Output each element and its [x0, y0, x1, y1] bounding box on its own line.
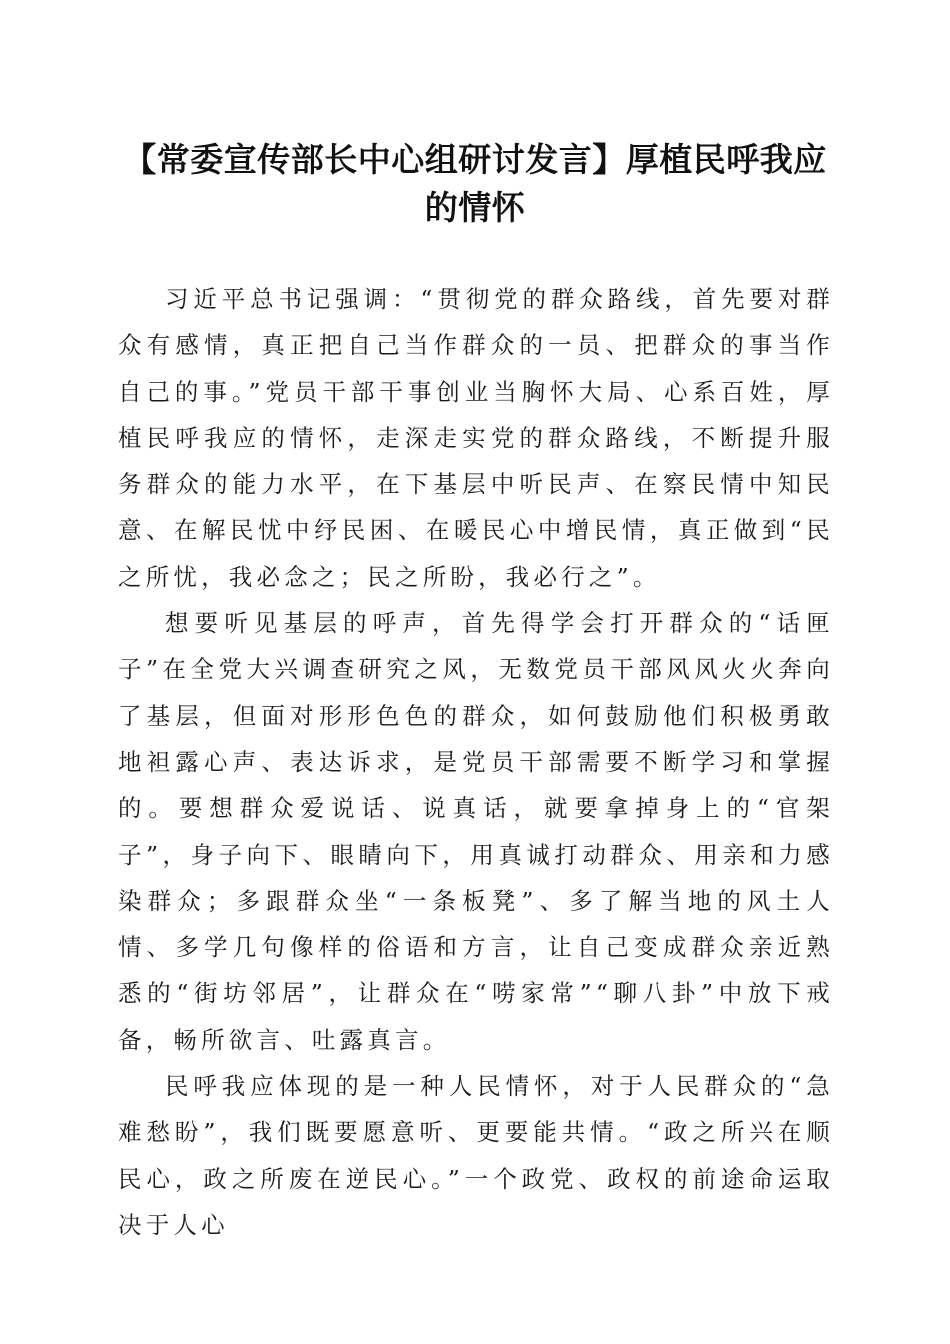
document-title: 【常委宣传部长中心组研讨发言】厚植民呼我应的情怀 — [123, 140, 827, 227]
paragraph-3: 民呼我应体现的是一种人民情怀，对于人民群众的“急难愁盼”，我们既要愿意听、更要能共情。“政之所兴在顺民心，政之所废在逆民心。”一个政党、政权的前途命运取决于人心 — [118, 1072, 834, 1239]
document-body — [118, 276, 834, 1248]
paragraph-1: 习近平总书记强调：“贯彻党的群众路线，首先要对群众有感情，真正把自己当作群众的一员、把群众的事当作自己的事。”党员干部干事创业当胸怀大局、心系百姓，厚植民呼我应的情怀，走深走实党的群众路线，不断提升服务群众的能力水平，在下基层中听民声、在察民情中知民意、在解民忧中纾民困、在暖民心中增民情，真正做到“民之所忧，我必念之；民之所盼，我必行之”。 — [118, 285, 834, 591]
paragraph-2: 想要听见基层的呼声，首先得学会打开群众的“话匣子”在全党大兴调查研究之风，无数党员干部风风火火奔向了基层，但面对形形色色的群众，如何鼓励他们积极勇敢地袒露心声、表达诉求，是党员干部需要不断学习和掌握的。要想群众爱说话、说真话，就要拿掉身上的“官架子”，身子向下、眼睛向下，用真诚打动群众、用亲和力感染群众；多跟群众坐“一条板凳”、多了解当地的风土人情、多学几句像样的俗语和方言，让自己变成群众亲近熟悉的“街坊邻居”，让群众在“唠家常”“聊八卦”中放下戒备，畅所欲言、吐露真言。 — [118, 609, 834, 1054]
